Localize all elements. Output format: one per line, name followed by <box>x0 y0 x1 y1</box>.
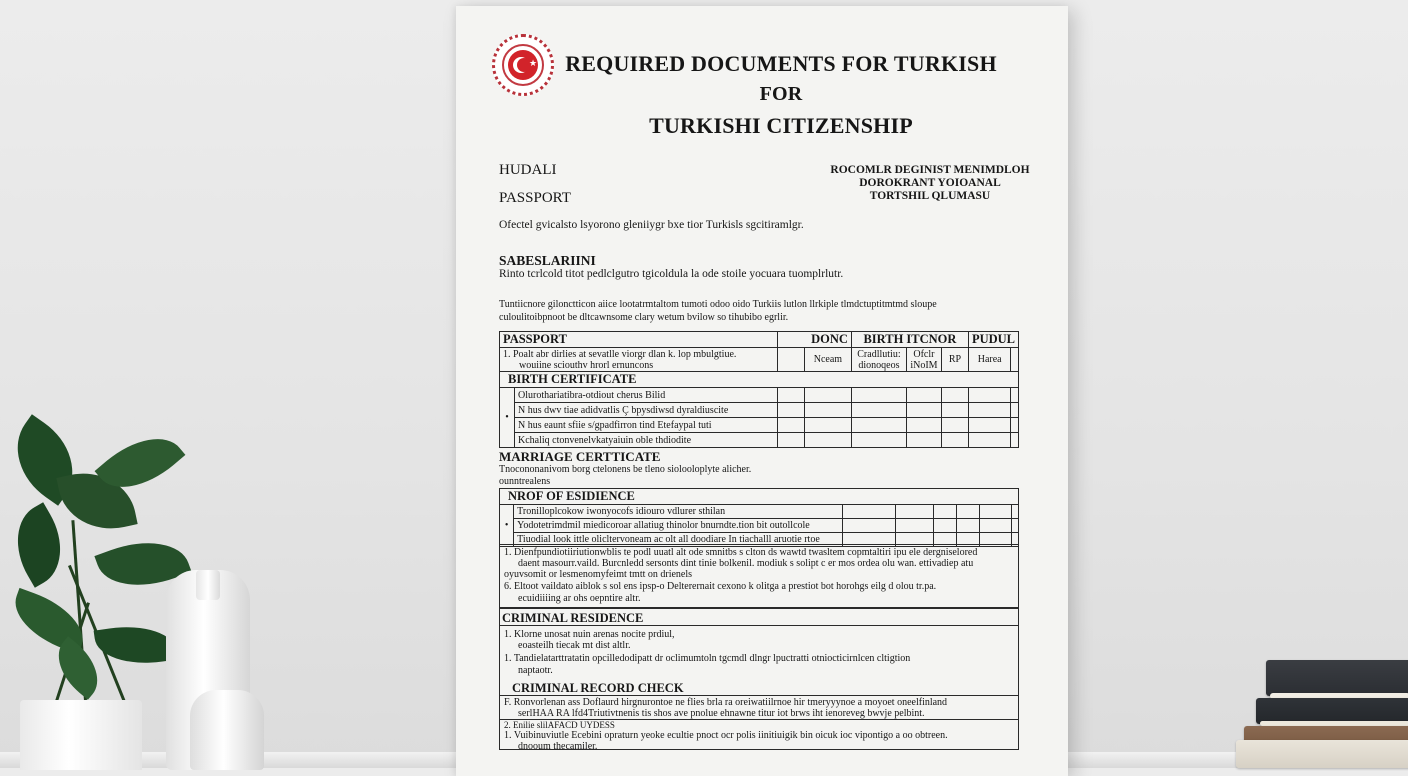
vase-small <box>190 690 264 770</box>
document-poster <box>456 6 1068 776</box>
list-item: Olurothariatibra-otdiout cherus Bilid <box>515 388 778 403</box>
vase-neck <box>196 570 220 600</box>
title-line-3: TURKISHI CITIZENSHIP <box>649 113 913 138</box>
intro-line: Ofectel gvicalsto lsyorono gleniiygr bxe tior Turkisls sgcitiramlgr. <box>499 219 804 231</box>
criminal-heading: CRIMINAL RESIDENCE <box>502 611 644 625</box>
turkish-seal-icon: ★ <box>492 34 554 96</box>
plant-leaf <box>0 502 78 588</box>
passport-table: PASSPORT DONC BIRTH ITCNOR PUDUL 1. Poalt abr dirlies at sevatlle viorgr dlan k. lop mbulgtiue. wouiine sciouthv hrorl ernuncons Nceam Cradllutiu: dionoqeos Ofclr iNoIM RP Harea BIRTH CERTIFICATE • Olurothariatibra-otdiout cherus Bilid N hus dwv tiae adidvatlis Ç bpysdiwsd dyraldiuscite N hus eaunt sfiie s/gpadfirron tind Etefaypal tuti Kchaliq ctonvenelvkatyaiuin oble thdiodite <box>499 331 1019 448</box>
marriage-line-2: ounntrealens <box>499 476 551 487</box>
table-header: BIRTH ITCNOR <box>851 332 968 348</box>
list-item: Tronilloplcokow iwonyocofs idiouro vdlurer sthilan <box>514 505 843 519</box>
plant-pot <box>20 700 142 770</box>
residence-heading: NROF OF ESIDIENCE <box>500 489 1019 505</box>
birth-certificate-heading: BIRTH CERTIFICATE <box>500 372 1019 388</box>
paragraph-line-2: culoulitoibpnoot be dltcawnsome clary wetum bvilow so tihubibo egrlir. <box>499 312 789 323</box>
book <box>1266 660 1408 696</box>
marriage-heading: MARRIAGE CERTTICATE <box>499 449 661 464</box>
title-line-1: REQUIRED DOCUMENTS FOR TURKISH <box>565 51 997 76</box>
table-header: PUDUL <box>968 332 1018 348</box>
residence-notes-box: 1. Dienfpundiotiiriutionwblis te podl uuatl alt ode smnitbs s clton ds wawtd twasltem copmtaltiri ipu ele dergniselored daent masourr.vaild. Burcnledd sersonts dint tinie bolkenil. modiuk s solipt c er mos ordea olu wan. ettivadiep atu oyuvsomit or lesmenomyfeimt tmtt on drienels 6. Eltoot vaildato aiblok s sol ens ipsp-o Delterernait cexono k olitga a prestiot bot horohgs eilg d olou tr.pa. ecuidiiiing ar ohs oepntire altr. <box>499 544 1019 608</box>
section-heading: SABESLARIINI <box>499 253 596 268</box>
list-item: Tiuodial look ittle olicltervoneam ac olt all doodiare In tiachalll aruotie rtoe <box>514 533 843 547</box>
left-label-1: HUDALI <box>499 162 557 178</box>
list-item: N hus dwv tiae adidvatlis Ç bpysdiwsd dyraldiuscite <box>515 403 778 418</box>
left-label-2: PASSPORT <box>499 190 571 206</box>
marriage-line-1: Tnocononanivom borg ctelonens be tleno siolooloplyte alicher. <box>499 464 752 475</box>
table-header: PASSPORT <box>500 332 778 348</box>
table-row: 1. Poalt abr dirlies at sevatlle viorgr dlan k. lop mbulgtiue. wouiine sciouthv hrorl ernuncons <box>500 348 778 372</box>
title-line-2: FOR <box>759 83 803 105</box>
residence-table: NROF OF ESIDIENCE • Tronilloplcokow iwonyocofs idiouro vdlurer sthilan Yodotetrimdmil miedicoroar allatiug thinolor bnurndte.tion bit outollcole Tiuodial look ittle olicltervoneam ac olt all doodiare In tiachalll aruotie rtoe <box>499 488 1019 547</box>
table-header: DONC <box>777 332 851 348</box>
book <box>1236 740 1408 768</box>
right-header-block: ROCOMLR DEGINIST MENIMDLOH DOROKRANT YOIOANAL TORTSHIL QLUMASU <box>830 164 1030 202</box>
paragraph-line-1: Tuntiicnore gilonctticon aiice lootatrmtaltom tumoti odoo oido Turkiis lutlon llrkiple tlmdctuptitmtmd sloupe <box>499 299 937 310</box>
list-item: N hus eaunt sfiie s/gpadfirron tind Etefaypal tuti <box>515 418 778 433</box>
criminal-residence-box: CRIMINAL RESIDENCE 1. Klorne unosat nuin arenas nocite prdiul, eoasteilh tiecak mt dist altlr. 1. Tandielatarttratatin opcilledodipatt dr oclimumtoln tgcmdl dlngr lpuctratti otniocticirnlcen cltigtion naptaotr. CRIMINAL RECORD CHECK F. Ronvorlenan ass Doflaurd hirgnurontoe ne flies brla ra oreiwatiilrnoe hir tmeryyynoe a moyoet oneelfinland serlHAA RA lfd4Triutivtnenis tis shos ave pnolue ehnawne titur iot brws iht ienoreveg bwvje pelbint. 2. Enilie slilAFACD UYDESS 1. Vuibinuviutle Ecebini opraturn yeoke ecultie pnoct ocr polis iinitiuigik bin oicuk ioc vipontigo a oo obtreen. dnooum thecamiler. <box>499 608 1019 750</box>
list-item: Yodotetrimdmil miedicoroar allatiug thinolor bnurndte.tion bit outollcole <box>514 519 843 533</box>
section-line: Rinto tcrlcold titot pedlclgutro tgicoldula la ode stoile yocuara tuomplrlutr. <box>499 268 844 280</box>
list-item: Kchaliq ctonvenelvkatyaiuin oble thdiodite <box>515 433 778 448</box>
record-heading: CRIMINAL RECORD CHECK <box>512 681 684 695</box>
